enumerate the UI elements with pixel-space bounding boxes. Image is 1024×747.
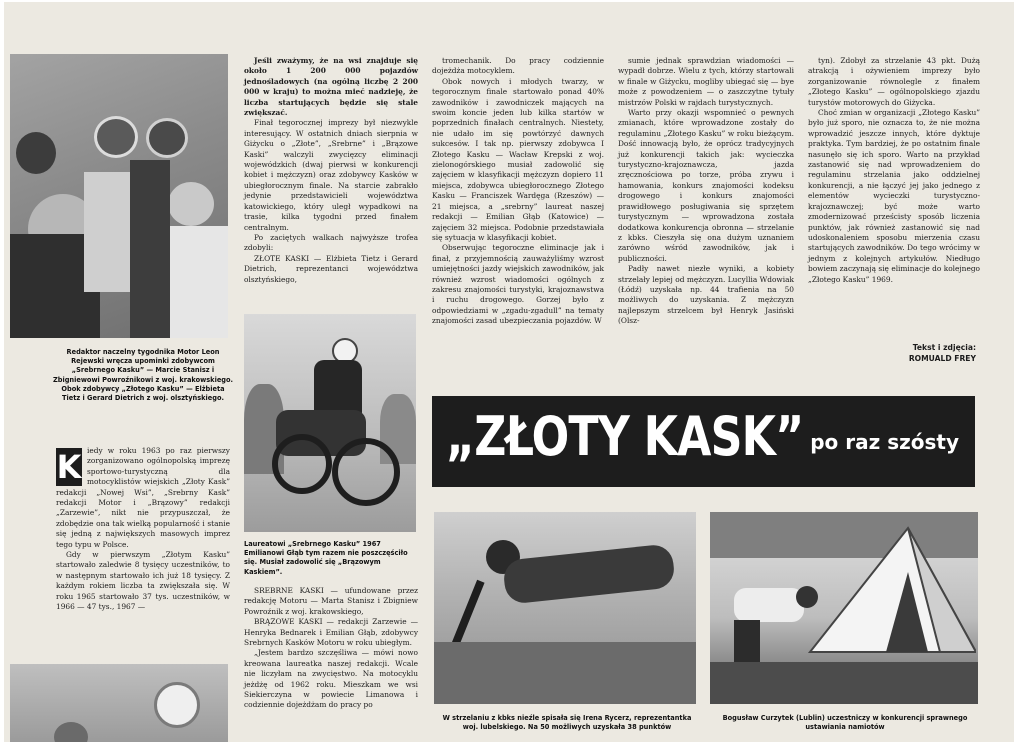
col2-paragraph-3: Po zaciętych walkach najwyższe trofea zdobyli:	[244, 232, 418, 253]
article-column-4	[618, 56, 794, 327]
credit-name: ROMUALD FREY	[908, 354, 976, 363]
col3-paragraph-3: Obserwując tegoroczne eliminacje jak i finał, z przyjemnością zauważyliśmy wzrost umiejętności jazdy wiejskich zawodników, jak również wzrost wiadomości ogólnych z zakresu znajomości turystyki, krajoznawstwa i ruchu drogowego. Gorzej było z odpowiedziami w „zgadu-zgadull” na tematy znajomości zasad ubezpieczania pojazdów. W	[432, 243, 604, 326]
photo-motorcyclist	[244, 314, 416, 532]
photo1-caption: Redaktor naczelny tygodnika Motor Leon Rejewski wręcza upominki zdobywcom „Srebrnego Kasku” — Marcie Stanisz i Zbigniewowi Powroźnikowi z woj. krakowskiego. Obok zdobywcy „Złotego Kasku” — Elżbieta Tietz i Gerard Dietrich z woj. olsztyńskiego.	[52, 348, 234, 403]
col3-paragraph-1: tromechanik. Do pracy codziennie dojeżdża motocyklem.	[432, 56, 604, 76]
article-column-2b	[244, 586, 418, 711]
tent-drawing	[790, 522, 976, 662]
col4-paragraph-2: Warto przy okazji wspomnieć o pewnych zmianach, które wprowadzone zostały do regulaminu „Złotego Kasku” w roku bieżącym. Dość innowacją było, że oprócz tradycyjnych już konkurencji takich jak: wycieczka turystyczno-krajoznawcza, jazda zręcznościowa po torze, próba zrywu i hamowania, konkurs znajomości kodeksu drogowego i konkurs znajomości prawidłowego posługiwania się sprzętem turystycznym — wprowadzona została dodatkowa konkurencja obronna — strzelanie z kbks. Cieszyła się ona dużym uznaniem zarówno wśród zawodników, jak i publiczności.	[618, 108, 794, 263]
article-column-3	[432, 56, 604, 327]
headline-title: „ZŁOTY KASK”	[446, 405, 804, 468]
article-column-5	[808, 56, 980, 285]
col5-paragraph-2: Choć zmian w organizacji „Złotego Kasku” było już sporo, nie oznacza to, że nie można wprowadzić jeszcze innych, które dyktuje praktyka. Tym bardziej, że po ostatnim finale nasunęło się ich sporo. Warto na przykład zastanowić się nad wprowadzeniem do regulaminu strzelania jako oddzielnej konkurencji, a nie łączyć jej jako jednego z elementów wycieczki turystyczno-krajoznawczej; być może warto zmodernizować prześcisty sposób liczenia punktów, jak również zastanowić się nad udoskonaleniem sposobu mierzenia czasu startujących zawodników. Do tego wrócimy w jednym z kolejnych artykułów. Niedługo bowiem zaczynają się eliminacje do kolejnego „Złotego Kasku” 1969.	[808, 108, 980, 284]
author-credit	[808, 342, 976, 364]
col3-paragraph-2: Obok nowych i młodych twarzy, w tegorocznym finale startowało ponad 40% zawodników i zawodniczek mających na swoim koncie jeden lub kilka startów w poprzednich finałach centralnych. Niestety, nie udało im się powtórzyć dawnych sukcesów. I tak np. pierwszy zdobywca I Złotego Kasku — Wacław Krepski z woj. zielonogórskiego musiał zadowolić się zajęciem w klasyfikacji mężczyzn dopiero 11 miejsca, zdobywca ubiegłorocznego Złotego Kasku — Franciszek Wardęga (Rzeszów) — 21 miejsca, a „srebrny” laureat naszej redakcji — Emilian Głąb (Katowice) — zajęciem 32 miejsca. Podobnie przedstawiała się sytuacja w klasyfikacji kobiet.	[432, 76, 604, 242]
intro-column	[56, 446, 230, 613]
photo2-caption: Laureatowi „Srebrnego Kasku” 1967 Emilianowi Głąb tym razem nie poszczęściło się. Musiał zadowolić się „Brązowym Kaskiem”.	[244, 540, 408, 576]
col5-paragraph-1: tyn). Zdobył za strzelanie 43 pkt. Dużą atrakcją i ożywieniem imprezy było zorganizowanie równolegle z finałem „Złotego Kasku” — ogólnopolskiego zjazdu turystów motorowych do Giżycka.	[808, 56, 980, 107]
photo3-caption: W strzelaniu z kbks nieźle spisała się Irena Rycerz, reprezentantka woj. lubelskiego. Na 50 możliwych uzyskała 38 punktów	[442, 714, 692, 732]
photo-shooting	[434, 512, 696, 704]
article-column-2	[244, 56, 418, 285]
col2-paragraph-1: Jeśli zważymy, że na wsi znajduje się około 1 200 000 pojazdów jednośladowych (na ogólną liczbę 2 200 000 w kraju) to można mieć nadzieję, że liczba startujących będzie się stale zwiększać.	[244, 56, 418, 118]
credit-label: Tekst i zdjęcia:	[912, 343, 976, 352]
photo-award-ceremony	[10, 54, 228, 338]
col2-paragraph-4: ZŁOTE KASKI — Elżbieta Tietz i Gerard Dietrich, reprezentanci województwa olsztyńskiego,	[244, 253, 418, 284]
col2b-paragraph-2: BRĄZOWE KASKI — redakcji Zarzewie — Henryka Bednarek i Emilian Głąb, zdobywcy Srebrnych Kasków Motoru w roku ubiegłym.	[244, 617, 418, 648]
col4-paragraph-3: Padły nawet niezłe wyniki, a kobiety strzelały lepiej od mężczyzn. Lucyllia Wdowiak (Łódź) uzyskała np. 44 trafienia na 50 możliwych do uzyskania. Z mężczyzn najlepszym strzelcem był Henryk Jasiński (Olsz-	[618, 264, 794, 326]
photo4-caption: Bogusław Curzytek (Lublin) uczestniczy w konkurencji sprawnego ustawiania namiotów	[722, 714, 968, 732]
photo-bottom-left	[10, 664, 228, 742]
intro-paragraph-2: Gdy w pierwszym „Złotym Kasku” startowało zaledwie 8 tysięcy uczestników, to w następnym startowało ich już 18 tysięcy. Z każdym rokiem liczba ta zwiększała się. W roku 1965 startowało 37 tys. uczestników, w 1966 — 47 tys., 1967 —	[56, 550, 230, 612]
photo-tent	[710, 512, 978, 704]
intro-paragraph-1: iedy w roku 1963 po raz pierwszy zorganizowano ogólnopolską imprezę sportowo-turystyczną dla motocyklistów wiejskich „Złoty Kask” redakcji „Nowej Wsi”, „Srebrny Kask” redakcji Motor i „Brązowy” redakcji „Zarzewie”, nikt nie przypuszczał, że zdobędzie ona tak wielką popularność i stanie się jedną z największych masowych imprez tego typu w Polsce.	[56, 446, 230, 549]
magazine-page	[4, 2, 1014, 742]
col2b-paragraph-3: „Jestem bardzo szczęśliwa — mówi nowo kreowana laureatka naszej redakcji. Wcale nie liczyłam na zwycięstwo. Na motocyklu jeżdżę od 1962 roku. Mieszkam we wsi Siekierczyna w powiecie Limanowa i codziennie dojeżdżam do pracy po	[244, 648, 418, 710]
title-banner	[432, 396, 975, 487]
col2-paragraph-2: Finał tegorocznej imprezy był niezwykle interesujący. W ostatnich dniach sierpnia w Giżycku o „Złote”, „Srebrne” i „Brązowe Kaski” walczyli zwycięzcy eliminacji wojewódzkich (dwaj pierwsi w konkurencji kobiet i mężczyzn) oraz zdobywcy Kasków w ubiegłorocznym finale. Na starcie zabrakło jedynie przedstawicieli województwa katowickiego, który uległ wypadkowi na trasie, kilka tygodni przed finałem centralnym.	[244, 118, 418, 232]
headline-subtitle: po raz szósty	[810, 430, 959, 454]
col2b-paragraph-1: SREBRNE KASKI — ufundowane przez redakcję Motoru — Marta Stanisz i Zbigniew Powroźnik z woj. krakowskiego,	[244, 586, 418, 616]
dropcap-letter: K	[56, 448, 82, 486]
col4-paragraph-1: sumie jednak sprawdzian wiadomości — wypadł dobrze. Wielu z tych, którzy startowali w finale w Giżycku, mogliby ubiegać się — bye może z powodzeniem — o zaszczytne tytuły mistrzów Polski w rajdach turystycznych.	[618, 56, 794, 107]
